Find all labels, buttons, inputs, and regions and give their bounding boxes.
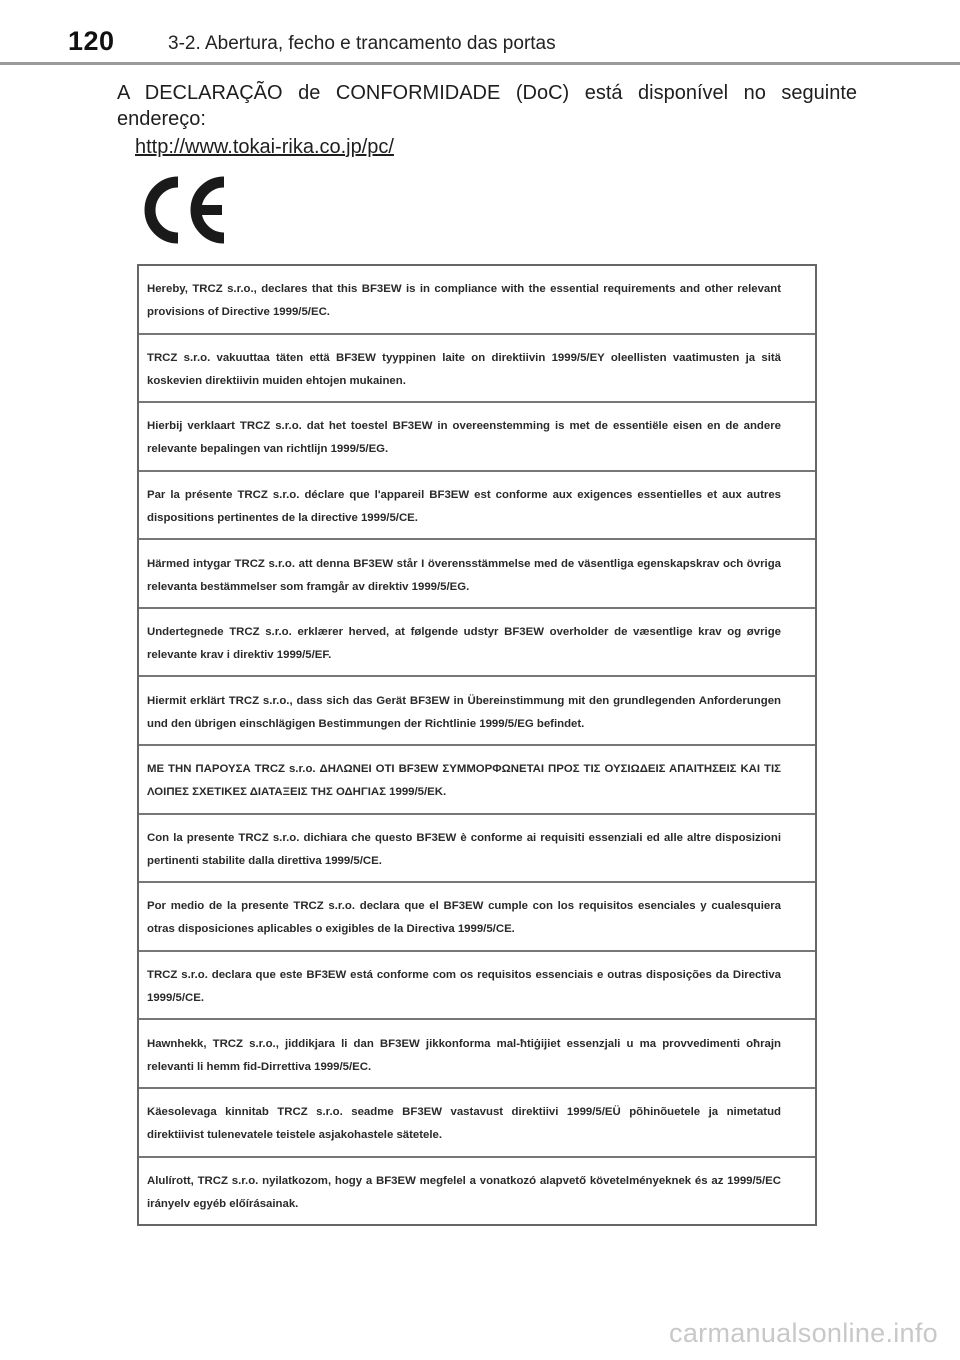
- declaration-text: Alulírott, TRCZ s.r.o. nyilatkozom, hogy a BF3EW megfelel a vonatkozó alapvető követelményeknek és az 1999/5/EC irányelv egyéb előírásainak.: [147, 1174, 781, 1210]
- declaration-text: Hiermit erklärt TRCZ s.r.o., dass sich das Gerät BF3EW in Übereinstimmung mit den grundlegenden Anforderungen und den übrigen einschlägigen Bestimmungen der Richtlinie 1999/5/EG befindet.: [147, 694, 781, 730]
- ce-mark-icon: [138, 176, 230, 244]
- declaration-text: Con la presente TRCZ s.r.o. dichiara che questo BF3EW è conforme ai requisiti essenziali ed alle altre disposizioni pertinenti stabilite dalla direttiva 1999/5/CE.: [147, 831, 781, 867]
- doc-url-link[interactable]: http://www.tokai-rika.co.jp/pc/: [135, 136, 394, 158]
- declaration-row: [139, 266, 815, 335]
- declaration-text: Hierbij verklaart TRCZ s.r.o. dat het toestel BF3EW in overeenstemming is met de essentiële eisen en de andere relevante bepalingen van richtlijn 1999/5/EG.: [147, 420, 781, 456]
- declaration-row: [139, 540, 815, 609]
- declaration-row: [139, 883, 815, 952]
- declaration-row: [139, 677, 815, 746]
- declaration-row: [139, 1020, 815, 1089]
- header-divider: [0, 62, 960, 65]
- declaration-text: Hawnhekk, TRCZ s.r.o., jiddikjara li dan BF3EW jikkonforma mal-ħtiġijiet essenzjali u ma provvedimenti oħrajn relevanti li hemm fid-Dirrettiva 1999/5/EC.: [147, 1037, 781, 1073]
- declaration-text: Härmed intygar TRCZ s.r.o. att denna BF3EW står I överensstämmelse med de väsentliga egenskapskrav och övriga relevanta bestämmelser som framgår av direktiv 1999/5/EG.: [147, 557, 781, 593]
- page-number: 120: [68, 26, 115, 56]
- watermark: carmanualsonline.info: [669, 1318, 938, 1348]
- page-header: [0, 0, 960, 62]
- declaration-text: Käesolevaga kinnitab TRCZ s.r.o. seadme BF3EW vastavust direktiivi 1999/5/EÜ põhinõuetele ja nimetatud direktiivist tulenevatele teistele asjakohastele sätetele.: [147, 1106, 781, 1142]
- declaration-row: [139, 952, 815, 1021]
- declaration-row: [139, 335, 815, 404]
- declaration-row: [139, 472, 815, 541]
- declaration-row: [139, 746, 815, 815]
- declaration-row: [139, 1158, 815, 1225]
- declaration-row: [139, 403, 815, 472]
- declaration-row: [139, 1089, 815, 1158]
- chapter-title: 3-2. Abertura, fecho e trancamento das portas: [168, 33, 556, 54]
- intro-paragraph: A DECLARAÇÃO de CONFORMIDADE (DoC) está disponível no seguinte endereço:: [117, 82, 857, 130]
- declaration-box: [137, 264, 817, 1226]
- declaration-text: Undertegnede TRCZ s.r.o. erklærer herved, at følgende udstyr BF3EW overholder de væsentlige krav og øvrige relevante krav i direktiv 1999/5/EF.: [147, 626, 781, 662]
- declaration-text: ΜΕ ΤΗΝ ΠΑΡΟΥΣΑ TRCZ s.r.o. ΔΗΛΩΝΕΙ ΟΤΙ BF3EW ΣΥΜΜΟΡΦΩΝΕΤΑΙ ΠΡΟΣ ΤΙΣ ΟΥΣΙΩΔΕΙΣ ΑΠΑΙΤΗΣΕΙΣ ΚΑΙ ΤΙΣ ΛΟΙΠΕΣ ΣΧΕΤΙΚΕΣ ΔΙΑΤΑΞΕΙΣ ΤΗΣ ΟΔΗΓΙΑΣ 1999/5/ΕΚ.: [147, 763, 781, 799]
- declaration-text: Hereby, TRCZ s.r.o., declares that this BF3EW is in compliance with the essential requirements and other relevant provisions of Directive 1999/5/EC.: [147, 283, 781, 319]
- declaration-text: Par la présente TRCZ s.r.o. déclare que l'appareil BF3EW est conforme aux exigences essentielles et aux autres dispositions pertinentes de la directive 1999/5/CE.: [147, 489, 781, 525]
- declaration-text: TRCZ s.r.o. declara que este BF3EW está conforme com os requisitos essenciais e outras disposições da Directiva 1999/5/CE.: [147, 969, 781, 1005]
- declaration-text: TRCZ s.r.o. vakuuttaa täten että BF3EW tyyppinen laite on direktiivin 1999/5/EY oleellisten vaatimusten ja sitä koskevien direktiivin muiden ehtojen mukainen.: [147, 351, 781, 387]
- declaration-row: [139, 815, 815, 884]
- declaration-row: [139, 609, 815, 678]
- declaration-text: Por medio de la presente TRCZ s.r.o. declara que el BF3EW cumple con los requisitos esenciales y cualesquiera otras disposiciones aplicables o exigibles de la Directiva 1999/5/CE.: [147, 900, 781, 936]
